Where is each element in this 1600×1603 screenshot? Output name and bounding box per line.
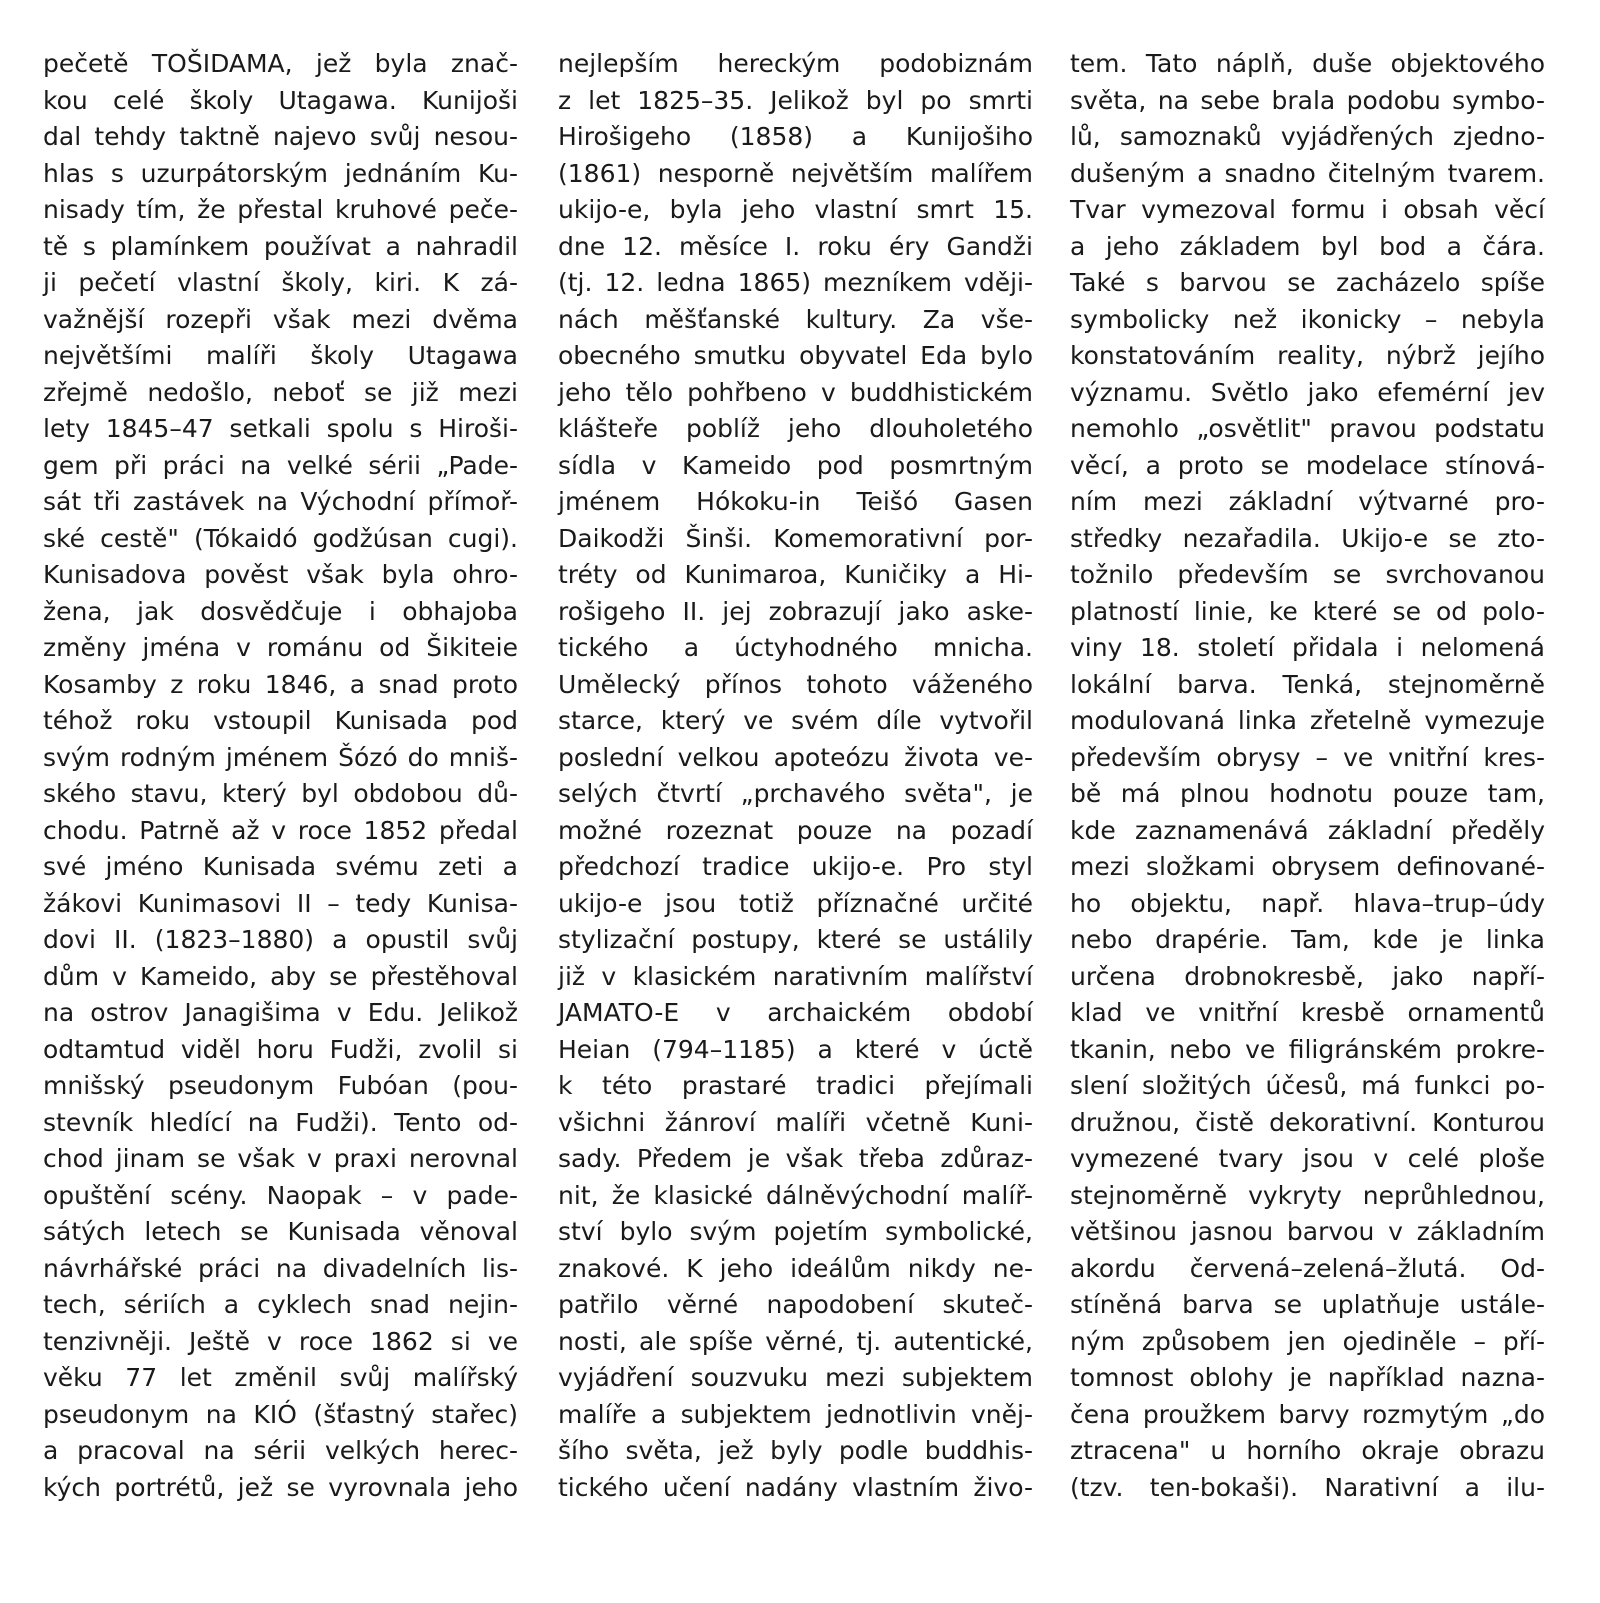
text-line: vyjádření souzvuku mezi subjektem: [558, 1363, 1033, 1392]
text-line: Kunisadova pověst však byla ohro-: [43, 560, 518, 589]
text-line: určena drobnokresbě, jako napří-: [1070, 961, 1545, 991]
text-column-right: [1070, 46, 1545, 1506]
text-line: konstatováním reality, nýbrž jejího: [1070, 341, 1545, 370]
text-line: viny 18. století přidala i nelomená: [1070, 633, 1545, 662]
text-line: ského stavu, který byl obdobou dů-: [43, 779, 518, 808]
text-line: ji pečetí vlastní školy, kiri. K zá-: [43, 268, 518, 297]
text-line: pseudonym na KIÓ (šťastný stařec): [43, 1399, 518, 1429]
text-line: stylizační postupy, které se ustálily: [558, 925, 1033, 954]
text-line: největšími malíři školy Utagawa: [43, 341, 518, 370]
text-line: pečetě TOŠIDAMA, jež byla znač-: [43, 49, 518, 78]
text-line: ním mezi základní výtvarné pro-: [1070, 487, 1545, 516]
text-line: ztracena" u horního okraje obrazu: [1070, 1436, 1545, 1465]
text-line: lety 1845–47 setkali spolu s Hiroši-: [43, 414, 518, 443]
text-line: tožnilo především se svrchovanou: [1070, 560, 1545, 589]
text-line: kých portrétů, jež se vyrovnala jeho: [43, 1472, 518, 1502]
text-line: nemohlo „osvětlit" pravou podstatu: [1070, 414, 1545, 443]
text-line: ukijo-e jsou totiž příznačné určité: [558, 888, 1033, 918]
text-line: chod jinam se však v praxi nerovnal: [43, 1144, 518, 1173]
text-line: stejnoměrně vykryty neprůhlednou,: [1070, 1180, 1545, 1210]
text-line: věku 77 let změnil svůj malířský: [43, 1363, 518, 1392]
text-line: ho objektu, např. hlava–trup–údy: [1070, 888, 1545, 918]
text-line: ství bylo svým pojetím symbolické,: [558, 1217, 1033, 1246]
text-line: věcí, a proto se modelace stínová-: [1070, 450, 1545, 480]
text-line: (1861) nesporně největším malířem: [558, 158, 1033, 188]
text-column-left: [43, 46, 518, 1506]
text-line: mnišský pseudonym Fubóan (pou-: [43, 1071, 518, 1100]
text-line: lokální barva. Tenká, stejnoměrně: [1070, 669, 1545, 699]
text-line: Heian (794–1185) a které v úctě: [558, 1034, 1033, 1064]
text-line: nebo drapérie. Tam, kde je linka: [1070, 925, 1545, 954]
text-line: tomnost oblohy je například nazna-: [1070, 1363, 1545, 1392]
text-line: tického a úctyhodného mnicha.: [558, 633, 1033, 662]
text-line: Umělecký přínos tohoto váženého: [558, 669, 1033, 699]
text-column-middle: [558, 46, 1033, 1506]
text-line: světa, na sebe brala podobu symbo-: [1070, 85, 1545, 115]
text-line: JAMATO-E v archaickém období: [558, 998, 1033, 1027]
text-line: sátých letech se Kunisada věnoval: [43, 1217, 518, 1246]
text-line: na ostrov Janagišima v Edu. Jelikož: [43, 998, 518, 1027]
text-line: odtamtud viděl horu Fudži, zvolil si: [43, 1034, 518, 1064]
text-line: tenzivněji. Ještě v roce 1862 si ve: [43, 1326, 518, 1356]
text-line: svým rodným jménem Šózó do mniš-: [43, 742, 518, 772]
text-line: nisady tím, že přestal kruhové peče-: [43, 195, 518, 224]
text-line: zřejmě nedošlo, neboť se již mezi: [43, 377, 518, 407]
text-line: ukijo-e, byla jeho vlastní smrt 15.: [558, 195, 1033, 224]
text-line: Hirošigeho (1858) a Kunijošiho: [558, 122, 1033, 151]
text-line: malíře a subjektem jednotlivin vněj-: [558, 1399, 1033, 1429]
text-line: platností linie, ke které se od polo-: [1070, 596, 1545, 626]
text-line: vymezené tvary jsou v celé ploše: [1070, 1144, 1545, 1173]
text-line: nit, že klasické dálněvýchodní malíř-: [558, 1180, 1033, 1210]
text-line: mezi složkami obrysem definované-: [1070, 852, 1545, 881]
text-line: dal tehdy taktně najevo svůj nesou-: [43, 122, 518, 151]
text-line: dušeným a snadno čitelným tvarem.: [1070, 158, 1545, 188]
text-line: stíněná barva se uplatňuje ustále-: [1070, 1290, 1545, 1319]
text-line: lů, samoznaků vyjádřených zjedno-: [1070, 122, 1545, 151]
text-line: změny jména v románu od Šikiteie: [43, 633, 518, 662]
text-line: hlas s uzurpátorským jednáním Ku-: [43, 158, 518, 188]
text-line: znakové. K jeho ideálům nikdy ne-: [558, 1253, 1033, 1283]
text-line: jménem Hókoku-in Teišó Gasen: [558, 487, 1033, 516]
text-line: a pracoval na sérii velkých herec-: [43, 1436, 518, 1465]
text-line: kou celé školy Utagawa. Kunijoši: [43, 85, 518, 115]
text-line: čena proužkem barvy rozmytým „do: [1070, 1399, 1545, 1429]
text-line: především obrysy – ve vnitřní kres-: [1070, 742, 1545, 772]
text-line: tkanin, nebo ve filigránském prokre-: [1070, 1034, 1545, 1064]
text-line: starce, který ve svém díle vytvořil: [558, 706, 1033, 735]
text-line: tického učení nadány vlastním živo-: [558, 1472, 1033, 1502]
text-line: a jeho základem byl bod a čára.: [1070, 231, 1545, 261]
text-line: modulovaná linka zřetelně vymezuje: [1070, 706, 1545, 735]
text-line: tech, sériích a cyklech snad nejin-: [43, 1290, 518, 1319]
text-line: Tvar vymezoval formu i obsah věcí: [1070, 195, 1545, 224]
text-line: šího světa, jež byly podle buddhis-: [558, 1436, 1033, 1465]
text-line: rošigeho II. jej zobrazují jako aske-: [558, 596, 1033, 626]
text-line: sady. Předem je však třeba zdůraz-: [558, 1144, 1033, 1173]
text-line: sídla v Kameido pod posmrtným: [558, 450, 1033, 480]
text-line: možné rozeznat pouze na pozadí: [558, 815, 1033, 845]
text-line: (tzv. ten-bokaši). Narativní a ilu-: [1070, 1472, 1545, 1502]
text-line: chodu. Patrně až v roce 1852 předal: [43, 815, 518, 845]
text-line: ným způsobem jen ojediněle – pří-: [1070, 1326, 1545, 1356]
text-line: Také s barvou se zacházelo spíše: [1070, 268, 1545, 297]
text-line: k této prastaré tradici přejímali: [558, 1071, 1033, 1100]
text-line: važnější rozepři však mezi dvěma: [43, 304, 518, 334]
text-line: téhož roku vstoupil Kunisada pod: [43, 706, 518, 735]
text-line: gem při práci na velké sérii „Pade-: [43, 450, 518, 480]
text-line: Daikodži Šinši. Komemorativní por-: [558, 523, 1033, 553]
text-line: středky nezařadila. Ukijo-e se zto-: [1070, 523, 1545, 553]
text-line: tě s plamínkem používat a nahradil: [43, 231, 518, 261]
text-line: kde zaznamenává základní předěly: [1070, 815, 1545, 845]
text-line: tréty od Kunimaroa, Kuničiky a Hi-: [558, 560, 1033, 589]
text-line: (tj. 12. ledna 1865) mezníkem vději-: [558, 268, 1033, 297]
text-line: dne 12. měsíce I. roku éry Gandži: [558, 231, 1033, 261]
text-line: patřilo věrné napodobení skuteč-: [558, 1290, 1033, 1319]
text-line: tem. Tato náplň, duše objektového: [1070, 49, 1545, 78]
text-line: většinou jasnou barvou v základním: [1070, 1217, 1545, 1246]
text-line: nosti, ale spíše věrné, tj. autentické,: [558, 1326, 1033, 1356]
text-line: poslední velkou apoteózu života ve-: [558, 742, 1033, 772]
text-line: slení složitých účesů, má funkci po-: [1070, 1071, 1545, 1100]
text-line: selých čtvrtí „prchavého světa", je: [558, 779, 1033, 808]
text-line: klášteře poblíž jeho dlouholetého: [558, 414, 1033, 443]
text-line: družnou, čistě dekorativní. Konturou: [1070, 1107, 1545, 1137]
text-line: již v klasickém narativním malířství: [558, 961, 1033, 991]
text-line: jeho tělo pohřbeno v buddhistickém: [558, 377, 1033, 407]
text-line: z let 1825–35. Jelikož byl po smrti: [558, 85, 1033, 115]
text-line: žákovi Kunimasovi II – tedy Kunisa-: [43, 888, 518, 918]
text-line: stevník hledící na Fudži). Tento od-: [43, 1107, 518, 1137]
text-line: své jméno Kunisada svému zeti a: [43, 852, 518, 881]
text-line: návrhářské práci na divadelních lis-: [43, 1253, 518, 1283]
text-line: dovi II. (1823–1880) a opustil svůj: [43, 925, 518, 954]
text-line: opuštění scény. Naopak – v pade-: [43, 1180, 518, 1210]
text-line: akordu červená–zelená–žlutá. Od-: [1070, 1253, 1545, 1283]
text-line: nejlepším hereckým podobiznám: [558, 49, 1033, 78]
text-line: dům v Kameido, aby se přestěhoval: [43, 961, 518, 991]
text-line: všichni žánroví malíři včetně Kuni-: [558, 1107, 1033, 1137]
text-line: nách měšťanské kultury. Za vše-: [558, 304, 1033, 334]
text-line: předchozí tradice ukijo-e. Pro styl: [558, 852, 1033, 881]
text-line: bě má plnou hodnotu pouze tam,: [1070, 779, 1545, 808]
text-line: významu. Světlo jako efemérní jev: [1070, 377, 1545, 407]
text-line: ské cestě" (Tókaidó godžúsan cugi).: [43, 523, 518, 553]
text-line: žena, jak dosvědčuje i obhajoba: [43, 596, 518, 626]
text-line: sát tři zastávek na Východní přímoř-: [43, 487, 518, 516]
text-line: Kosamby z roku 1846, a snad proto: [43, 669, 518, 699]
text-line: klad ve vnitřní kresbě ornamentů: [1070, 998, 1545, 1027]
text-line: obecného smutku obyvatel Eda bylo: [558, 341, 1033, 370]
text-line: symbolicky než ikonicky – nebyla: [1070, 304, 1545, 334]
